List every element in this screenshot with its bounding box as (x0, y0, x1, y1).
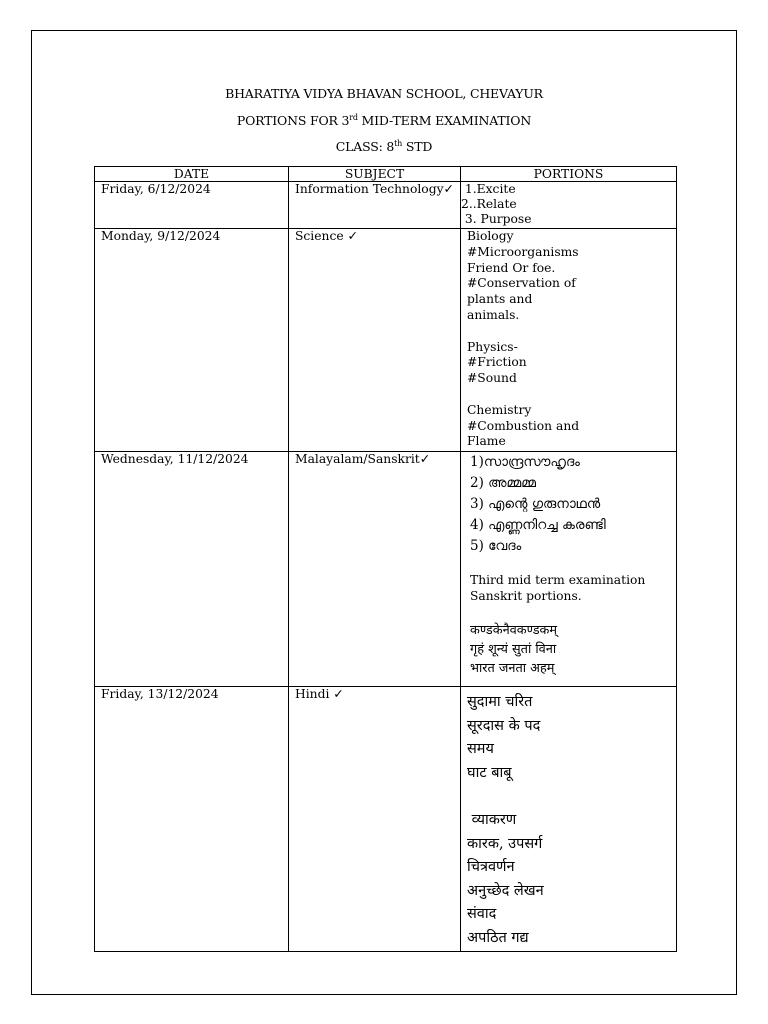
date-cell: Monday, 9/12/2024 (95, 229, 289, 452)
subject-cell: Information Technology✓ (289, 182, 461, 229)
hindi-lesson: समय (467, 741, 494, 758)
portion-line: Flame (467, 434, 506, 449)
date-cell: Wednesday, 11/12/2024 (95, 452, 289, 687)
portions-cell (461, 229, 677, 452)
exam-title: PORTIONS FOR 3rd MID-TERM EXAMINATION (236, 113, 532, 128)
portion-spacer (467, 387, 676, 403)
hindi-grammar-item: चित्रवर्णन (467, 859, 515, 876)
portion-line: animals. (467, 307, 520, 322)
table-row (95, 229, 677, 452)
portion-line: 2..Relate (461, 196, 517, 211)
date-cell: Friday, 13/12/2024 (95, 687, 289, 952)
portion-line: #Microorganisms (467, 244, 579, 259)
table-row (95, 687, 677, 952)
hindi-grammar-item: अनुच्छेद लेखन (467, 882, 544, 899)
portion-line: #Friction (467, 355, 527, 370)
portion-line: 1.Excite (461, 182, 516, 196)
hindi-lesson: सूरदास के पद (467, 717, 541, 734)
table-row (95, 452, 677, 687)
class-label: CLASS: 8th STD (335, 139, 433, 154)
malayalam-lesson: 3) എന്റെ ഗുരുനാഥൻ (470, 496, 601, 512)
table-header-row (95, 167, 677, 182)
portion-line: #Combustion and (467, 418, 580, 433)
portions-table (94, 166, 677, 952)
hindi-grammar-item: अपठित गद्य (467, 929, 529, 946)
portion-line: #Conservation of (467, 276, 576, 291)
hindi-grammar-heading: व्याकरण (467, 811, 517, 828)
hindi-grammar-item: संवाद (467, 906, 497, 923)
subject-cell: Malayalam/Sanskrit✓ (289, 452, 461, 687)
malayalam-lesson: 4) എണ്ണനിറച്ച കരണ്ടി (470, 517, 606, 533)
portion-line: 3. Purpose (461, 211, 532, 226)
date-cell: Friday, 6/12/2024 (95, 182, 289, 229)
sanskrit-note: Third mid term examination (470, 573, 646, 587)
hindi-lesson: घाट बाबू (467, 764, 512, 781)
portions-cell (461, 452, 677, 687)
sanskrit-lesson: कण्डकेनैवकण्डकम् (470, 622, 558, 638)
portions-cell (461, 687, 677, 952)
malayalam-lesson: 1)സാന്ദ്രസൗഹൃദം (470, 454, 580, 470)
portion-line: plants and (467, 292, 533, 307)
column-header-date: DATE (95, 167, 289, 182)
sanskrit-lesson: भारत जनता अहम् (470, 660, 555, 676)
subject-cell: Hindi ✓ (289, 687, 461, 952)
malayalam-lesson: 2) അമ്മമ്മ (470, 475, 537, 491)
hindi-lesson: सुदामा चरित (467, 694, 533, 710)
subject-cell: Science ✓ (289, 229, 461, 452)
portion-line: Friend Or foe. (467, 260, 556, 275)
column-header-portions: PORTIONS (461, 167, 677, 182)
sanskrit-lesson: गृहं शून्यं सुतां विना (470, 641, 557, 657)
sanskrit-note: Sanskrit portions. (470, 588, 582, 603)
portion-line: #Sound (467, 371, 517, 386)
hindi-grammar-item: कारक, उपसर्ग (467, 835, 543, 852)
portion-line: Biology (467, 229, 514, 243)
portion-line: Physics- (467, 339, 518, 354)
portion-spacer (467, 324, 676, 340)
school-name: BHARATIYA VIDYA BHAVAN SCHOOL, CHEVAYUR (225, 86, 543, 101)
portion-line: Chemistry (467, 402, 532, 417)
malayalam-lesson: 5) വേദം (470, 538, 522, 554)
column-header-subject: SUBJECT (289, 167, 461, 182)
table-row (95, 182, 677, 229)
portions-cell (461, 182, 677, 229)
